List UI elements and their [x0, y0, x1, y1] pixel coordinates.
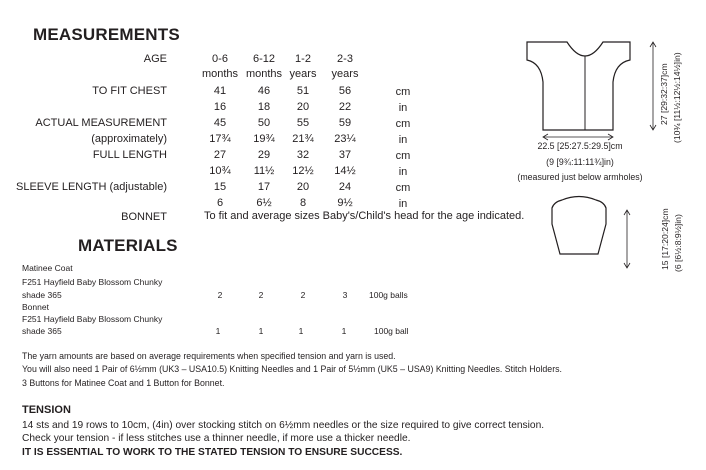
value-cell: 37: [338, 149, 352, 161]
materials-note-2: You will also need 1 Pair of 6½mm (UK3 – USA10.5) Knitting Needles and 1 Pair of 5½mm (UK5 – USA9) Knitting Needles. Stitch Holders.: [22, 364, 562, 374]
unit-cell: in: [398, 198, 408, 210]
coat-length-in: (10¾ [11½:12½:14½]in): [672, 52, 682, 143]
material-2-qty-2: 1: [258, 326, 264, 336]
age-col-2: 6-12: [252, 53, 276, 65]
materials-note-3: 3 Buttons for Matinee Coat and 1 Button for Bonnet.: [22, 378, 225, 388]
material-1-line-1: Matinee Coat: [22, 263, 73, 273]
value-cell: 46: [257, 85, 271, 97]
value-cell: 27: [213, 149, 227, 161]
value-cell: 22: [338, 101, 352, 113]
tension-line-1: 14 sts and 19 rows to 10cm, (4in) over stocking stitch on 6½mm needles or the size required to give correct tension.: [22, 420, 545, 431]
unit-cell: in: [398, 166, 408, 178]
coat-width-cm: 22.5 [25:27.5:29.5]cm: [537, 141, 623, 151]
value-cell: 50: [257, 117, 271, 129]
value-cell: 9½: [337, 197, 353, 209]
unit-cell: in: [398, 102, 408, 114]
value-cell: 32: [296, 149, 310, 161]
unit-cell: cm: [395, 86, 411, 98]
measurements-heading: MEASUREMENTS: [33, 25, 180, 44]
bonnet-size-in: (6 [6½:8:9½]in): [673, 214, 683, 272]
coat-length-cm: 27 [29:32:37]cm: [659, 63, 669, 125]
value-cell: 55: [296, 117, 310, 129]
value-cell: 19¾: [253, 133, 275, 145]
materials-heading: MATERIALS: [78, 236, 178, 255]
value-cell: 15: [213, 181, 227, 193]
value-cell: 8: [299, 197, 307, 209]
coat-width-note: (measured just below armholes): [517, 172, 643, 182]
value-cell: 23¼: [334, 133, 356, 145]
value-cell: 45: [213, 117, 227, 129]
material-2-line-1: Bonnet: [22, 302, 49, 312]
age-unit-2: months: [245, 68, 283, 80]
row-label: (approximately): [91, 133, 167, 145]
value-cell: 29: [257, 149, 271, 161]
unit-cell: cm: [395, 118, 411, 130]
coat-width-in: (9 [9¾:11:11¾]in): [546, 157, 614, 167]
value-cell: 16: [213, 101, 227, 113]
value-cell: 21¾: [292, 133, 314, 145]
bonnet-label: BONNET: [121, 211, 167, 223]
value-cell: 17¾: [209, 133, 231, 145]
value-cell: 18: [257, 101, 271, 113]
row-label: ACTUAL MEASUREMENT: [35, 117, 167, 129]
materials-note-1: The yarn amounts are based on average requirements when specified tension and yarn is used.: [22, 351, 396, 361]
material-2-qty-1: 1: [215, 326, 221, 336]
material-1-qty-3: 2: [300, 290, 306, 300]
material-2-line-2: F251 Hayfield Baby Blossom Chunky: [22, 314, 163, 324]
value-cell: 14½: [334, 165, 356, 177]
value-cell: 41: [213, 85, 227, 97]
value-cell: 10¾: [209, 165, 231, 177]
age-unit-1: months: [201, 68, 239, 80]
material-2-line-3: shade 365: [22, 326, 62, 336]
row-label: TO FIT CHEST: [92, 85, 167, 97]
material-2-qty-4: 1: [341, 326, 347, 336]
value-cell: 20: [296, 101, 310, 113]
age-col-1: 0-6: [212, 53, 228, 65]
age-col-4: 2-3: [337, 53, 353, 65]
value-cell: 17: [257, 181, 271, 193]
bonnet-size-cm: 15 [17:20:24]cm: [660, 208, 670, 270]
material-2-unit: 100g ball: [374, 326, 409, 336]
tension-emphasis: IT IS ESSENTIAL TO WORK TO THE STATED TENSION TO ENSURE SUCCESS.: [22, 447, 403, 458]
value-cell: 59: [338, 117, 352, 129]
row-label: FULL LENGTH: [92, 149, 167, 161]
value-cell: 11½: [253, 165, 275, 177]
material-1-line-2: F251 Hayfield Baby Blossom Chunky: [22, 277, 163, 287]
age-col-3: 1-2: [295, 53, 311, 65]
value-cell: 6: [216, 197, 224, 209]
material-1-line-3: shade 365: [22, 290, 62, 300]
bonnet-text: To fit and average sizes Baby's/Child's head for the age indicated.: [204, 210, 525, 222]
material-2-qty-3: 1: [298, 326, 304, 336]
row-label: SLEEVE LENGTH (adjustable): [15, 181, 167, 193]
material-1-qty-4: 3: [342, 290, 348, 300]
material-1-unit: 100g balls: [369, 290, 408, 300]
age-unit-3: years: [289, 68, 317, 80]
tension-line-2: Check your tension - if less stitches use a thinner needle, if more use a thicker needle.: [22, 433, 411, 444]
unit-cell: in: [398, 134, 408, 146]
coat-schematic: [525, 30, 665, 145]
value-cell: 6½: [256, 197, 272, 209]
bonnet-schematic: [540, 188, 640, 278]
material-1-qty-1: 2: [217, 290, 223, 300]
value-cell: 56: [338, 85, 352, 97]
value-cell: 51: [296, 85, 310, 97]
tension-heading: TENSION: [22, 404, 71, 416]
value-cell: 20: [296, 181, 310, 193]
material-1-qty-2: 2: [258, 290, 264, 300]
unit-cell: cm: [395, 150, 411, 162]
unit-cell: cm: [395, 182, 411, 194]
age-label: AGE: [143, 53, 167, 65]
value-cell: 12½: [292, 165, 314, 177]
value-cell: 24: [338, 181, 352, 193]
age-unit-4: years: [331, 68, 359, 80]
